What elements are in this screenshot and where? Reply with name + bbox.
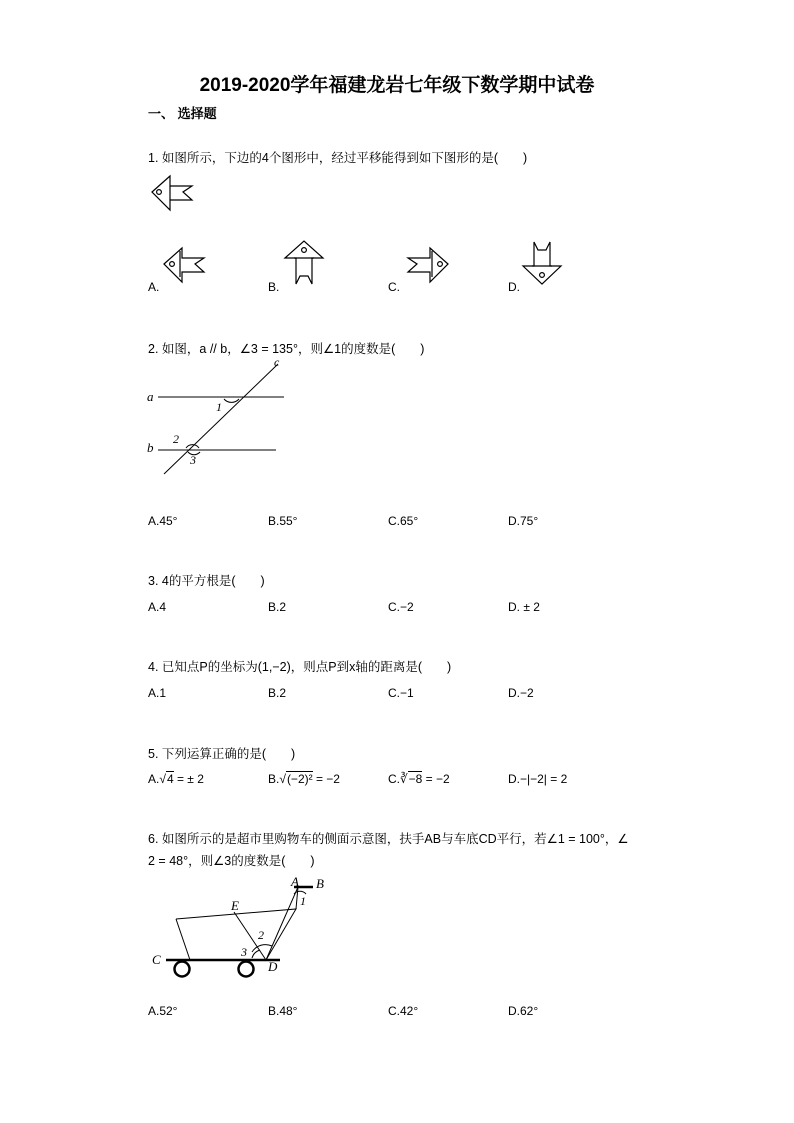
- q2-figure: [144, 352, 294, 477]
- q2-label-c: c: [274, 355, 280, 369]
- q6-label-c: C: [152, 952, 161, 967]
- page-title: 2019-2020学年福建龙岩七年级下数学期中试卷: [199, 75, 595, 96]
- q1-option-b[interactable]: B.: [268, 280, 280, 294]
- q2-angle-3: 3: [190, 453, 196, 467]
- q2-stem: 2. 如图，a // b，∠3 = 135°，则∠1的度数是( ): [148, 342, 425, 356]
- q4-stem: 4. 已知点P的坐标为(1,−2)，则点P到x轴的距离是( ): [148, 660, 452, 674]
- q1-option-d[interactable]: D.: [508, 280, 520, 294]
- q6-label-a: A: [291, 874, 299, 889]
- q6-stem-line2: 2 = 48°，则∠3的度数是( ): [148, 854, 315, 868]
- q4-option-c[interactable]: C.−1: [388, 686, 414, 700]
- q2-option-d[interactable]: D.75°: [508, 514, 539, 528]
- q6-angle-3: 3: [241, 945, 247, 959]
- q3-option-a[interactable]: A.4: [148, 600, 167, 614]
- q6-label-b: B: [316, 876, 324, 891]
- q1-option-c[interactable]: C.: [388, 280, 400, 294]
- q4-option-d[interactable]: D.−2: [508, 686, 534, 700]
- q1-stem: 1. 如图所示，下边的4个图形中，经过平移能得到如下图形的是( ): [148, 151, 528, 165]
- q2-label-b: b: [147, 440, 154, 455]
- q5-option-c[interactable]: C.∛−8 = −2: [388, 772, 450, 786]
- q6-label-e: E: [231, 898, 239, 913]
- q6-option-c[interactable]: C.42°: [388, 1004, 419, 1018]
- q2-option-c[interactable]: C.65°: [388, 514, 419, 528]
- q1-option-b-figure: [280, 238, 330, 288]
- q6-angle-2: 2: [258, 928, 264, 942]
- q3-option-d[interactable]: D. ± 2: [508, 600, 540, 614]
- q2-angle-2: 2: [173, 432, 179, 446]
- q3-stem: 3. 4的平方根是( ): [148, 574, 265, 588]
- q2-angle-1: 1: [216, 400, 222, 414]
- q2-label-a: a: [147, 389, 154, 404]
- q5-option-d[interactable]: D.−|−2| = 2: [508, 772, 568, 786]
- q6-option-a[interactable]: A.52°: [148, 1004, 178, 1018]
- q4-option-b[interactable]: B.2: [268, 686, 287, 700]
- q5-option-b[interactable]: B.√(−2)² = −2: [268, 772, 340, 786]
- q1-option-c-figure: [402, 240, 452, 288]
- q1-option-a-figure: [160, 240, 210, 288]
- q1-option-a[interactable]: A.: [148, 280, 160, 294]
- q5-stem: 5. 下列运算正确的是( ): [148, 747, 296, 761]
- q6-option-b[interactable]: B.48°: [268, 1004, 298, 1018]
- q3-option-b[interactable]: B.2: [268, 600, 287, 614]
- q2-option-a[interactable]: A.45°: [148, 514, 178, 528]
- q6-stem-line1: 6. 如图所示的是超市里购物车的侧面示意图，扶手AB与车底CD平行，若∠1 = 100°，∠: [148, 832, 629, 846]
- q6-option-d[interactable]: D.62°: [508, 1004, 539, 1018]
- q5-option-a[interactable]: A.√4 = ± 2: [148, 772, 204, 786]
- q3-option-c[interactable]: C.−2: [388, 600, 414, 614]
- section-heading: 一、 选择题: [148, 106, 217, 121]
- q1-option-d-figure: [518, 238, 568, 290]
- q6-label-d: D: [268, 959, 278, 974]
- q4-option-a[interactable]: A.1: [148, 686, 167, 700]
- q2-option-b[interactable]: B.55°: [268, 514, 298, 528]
- q6-angle-1: 1: [300, 894, 306, 908]
- q1-figure: [148, 172, 198, 220]
- q6-figure: [148, 872, 338, 982]
